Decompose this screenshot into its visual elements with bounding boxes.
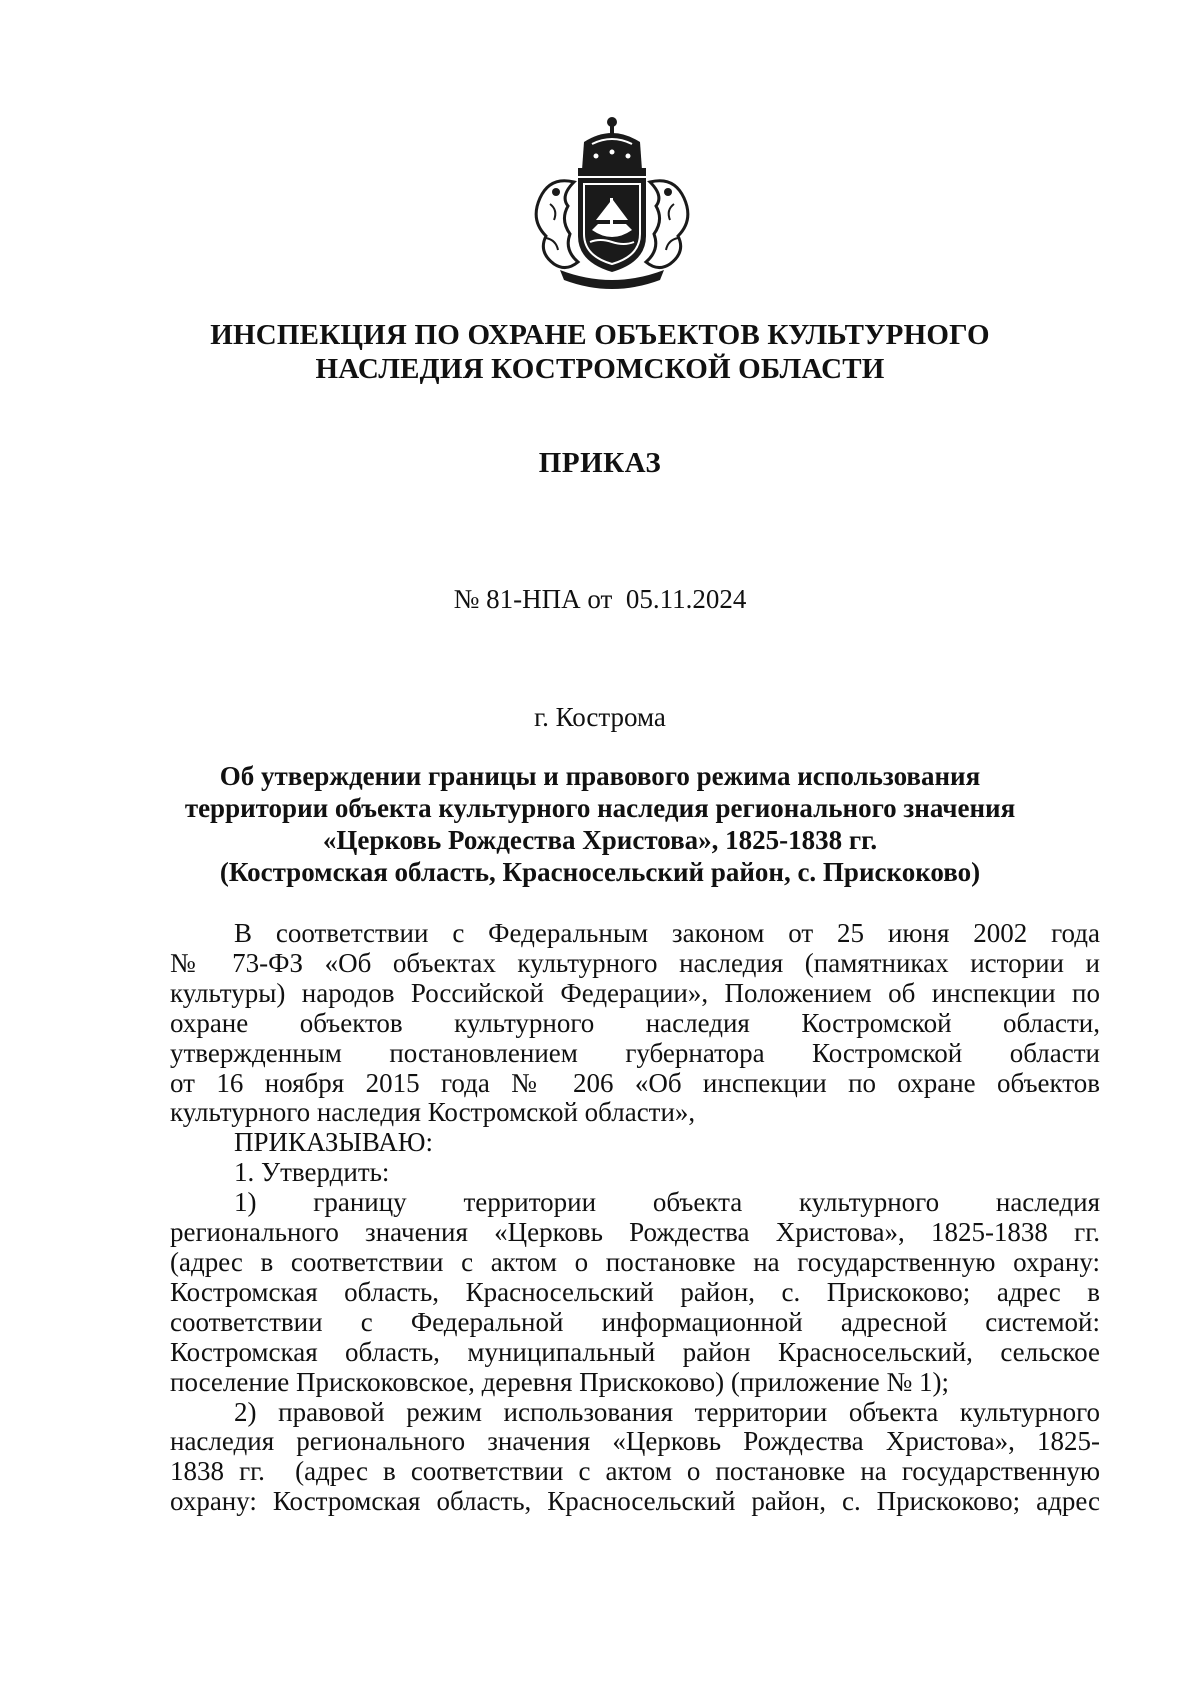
- subject-line-1: Об утверждении границы и правового режима использования: [219, 761, 981, 791]
- order-subject: [0, 760, 1200, 888]
- order-word: ПРИКАЗЫВАЮ:: [234, 1127, 433, 1158]
- body-line: регионального значения «Церковь Рождества Христова», 1825-1838 гг.: [170, 1217, 1100, 1248]
- org-line-2: НАСЛЕДИЯ КОСТРОМСКОЙ ОБЛАСТИ: [315, 353, 885, 385]
- body-line: охране объектов культурного наследия Костромской области,: [170, 1007, 1100, 1038]
- clause-1: 1. Утвердить:: [234, 1157, 390, 1188]
- body-line: Костромская область, Красносельский район, с. Прискоково; адрес в: [170, 1276, 1100, 1307]
- subclause-1: 1) границу территории объекта культурного наследия: [234, 1187, 1100, 1218]
- body-line: охрану: Костромская область, Красносельский район, с. Прискоково; адрес: [170, 1486, 1100, 1517]
- body-line: поселение Прискоковское, деревня Прискоково) (приложение № 1);: [170, 1366, 949, 1397]
- subclause-2: 2) правовой режим использования территории объекта культурного: [234, 1396, 1100, 1427]
- order-number-date: № 81-НПА от 05.11.2024: [453, 584, 747, 614]
- organization-name: [0, 318, 1200, 386]
- body-line: наследия регионального значения «Церковь Рождества Христова», 1825-: [170, 1426, 1100, 1457]
- body-line: (адрес в соответствии с актом о постановке на государственную охрану:: [170, 1246, 1100, 1277]
- city: г. Кострома: [534, 702, 666, 732]
- order-body: [170, 919, 1100, 1517]
- body-line: В соответствии с Федеральным законом от 25 июня 2002 года: [234, 918, 1100, 948]
- kostroma-coat-of-arms-icon: [520, 112, 704, 290]
- body-line: 1838 гг. (адрес в соответствии с актом о постановке на государственную: [170, 1456, 1100, 1487]
- body-line: утвержденным постановлением губернатора Костромской области: [170, 1037, 1100, 1068]
- body-line: соответствии с Федеральной информационной адресной системой:: [170, 1306, 1100, 1337]
- document-type: ПРИКАЗ: [538, 447, 662, 479]
- body-line: от 16 ноября 2015 года № 206 «Об инспекции по охране объектов: [170, 1067, 1100, 1098]
- org-line-1: ИНСПЕКЦИЯ ПО ОХРАНЕ ОБЪЕКТОВ КУЛЬТУРНОГО: [210, 319, 990, 351]
- subject-line-4: (Костромская область, Красносельский район, с. Прискоково): [219, 857, 981, 887]
- subject-line-2: территории объекта культурного наследия регионального значения: [184, 793, 1016, 823]
- body-line: № 73-ФЗ «Об объектах культурного наследия (памятниках истории и: [170, 947, 1100, 978]
- body-line: Костромская область, муниципальный район Красносельский, сельское: [170, 1336, 1100, 1367]
- subject-line-3: «Церковь Рождества Христова», 1825-1838 гг.: [322, 825, 878, 855]
- body-line: культурного наследия Костромской области»,: [170, 1097, 696, 1128]
- body-line: культуры) народов Российской Федерации», Положением об инспекции по: [170, 977, 1100, 1008]
